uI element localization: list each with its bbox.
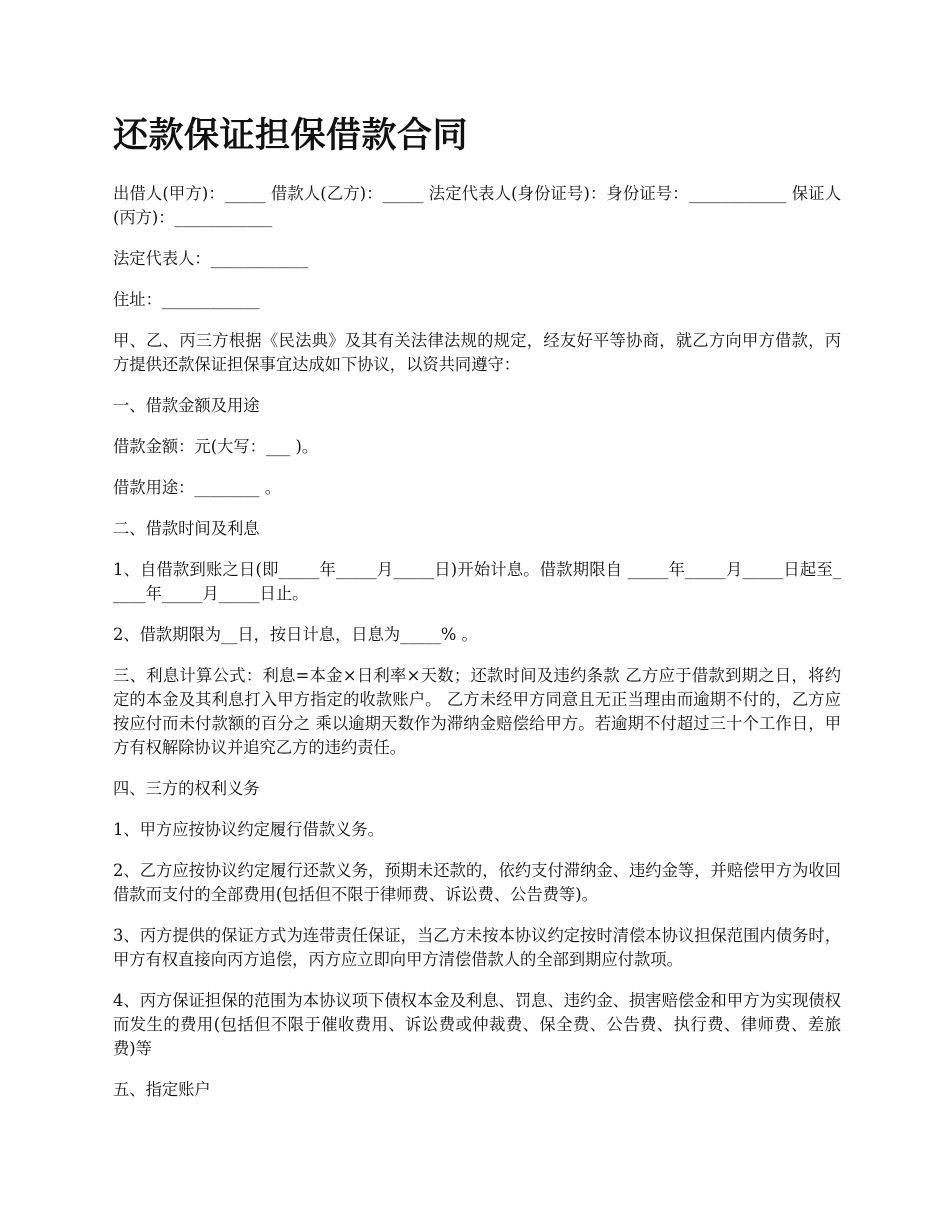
document-page [113,110,841,1119]
clause-lender-duty: 1、甲方应按协议约定履行借款义务。 [113,820,384,839]
clause-interest-start: 1、自借款到账之日(即_____年_____月_____日)开始计息。借款期限自 _____年_____月_____日起至_____年_____月_____日止。 [113,560,841,603]
address-line: 住址：____________ [113,290,260,309]
section-heading-loan-term: 二、借款时间及利息 [113,519,260,538]
document-title: 还款保证担保借款合同 [113,116,469,156]
loan-purpose-line: 借款用途：________ 。 [113,478,281,497]
clause-borrower-duty: 2、乙方应按协议约定履行还款义务，预期未还款的，依约支付滞纳金、违约金等，并赔偿甲方为收回借款而支付的全部费用(包括但不限于律师费、诉讼费、公告费等)。 [113,861,841,904]
legal-representative-line: 法定代表人：____________ [113,249,309,268]
loan-amount-line: 借款金额：元(大写：___ )。 [113,437,319,456]
section-heading-loan-amount: 一、借款金额及用途 [113,396,260,415]
clause-guarantee-method: 3、丙方提供的保证方式为连带责任保证，当乙方未按本协议约定按时清偿本协议担保范围内债务时，甲方有权直接向丙方追偿，丙方应立即向甲方清偿借款人的全部到期应付款项。 [113,926,841,969]
clause-interest-formula: 三、利息计算公式：利息=本金×日利率×天数；还款时间及违约条款 乙方应于借款到期之日，将约定的本金及其利息打入甲方指定的收款账户。 乙方未经甲方同意且无正当理由而逾期不付的，乙方应按应付而未付款额的百分之 乘以逾期天数作为滞纳金赔偿给甲方。若逾期不付超过三十个工作日，甲方有权解除协议并追究乙方的违约责任。 [113,666,841,757]
clause-guarantee-scope: 4、丙方保证担保的范围为本协议项下债权本金及利息、罚息、违约金、损害赔偿金和甲方为实现债权而发生的费用(包括但不限于催收费用、诉讼费或仲裁费、保全费、公告费、执行费、律师费、差旅费)等 [113,991,841,1058]
clause-daily-interest: 2、借款期限为__日，按日计息，日息为_____% 。 [113,625,478,644]
section-heading-account: 五、指定账户 [113,1080,211,1099]
section-heading-rights: 四、三方的权利义务 [113,779,260,798]
preamble-paragraph: 甲、乙、丙三方根据《民法典》及其有关法律法规的规定，经友好平等协商，就乙方向甲方借款，丙方提供还款保证担保事宜达成如下协议，以资共同遵守： [113,331,841,374]
parties-paragraph: 出借人(甲方)：_____ 借款人(乙方)：_____ 法定代表人(身份证号)：身份证号：____________ 保证人(丙方)：____________ [113,184,841,227]
